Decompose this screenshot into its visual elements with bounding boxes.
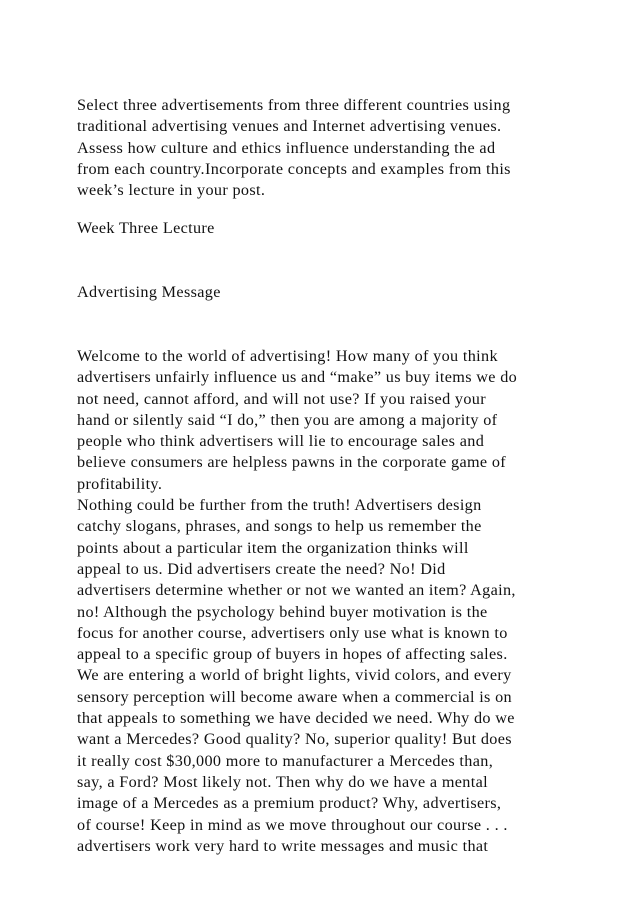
body-line: Welcome to the world of advertising! How many of you think xyxy=(77,347,498,365)
section-heading-block xyxy=(77,282,617,303)
body-line: hand or silently said “I do,” then you are among a majority of xyxy=(77,410,498,429)
body-line: Nothing could be further from the truth! Advertisers design xyxy=(77,496,482,515)
body-line: appeal to us. Did advertisers create the need? No! Did xyxy=(77,559,446,578)
body-line: advertisers determine whether or not we wanted an item? Again, xyxy=(77,581,516,600)
body-line: focus for another course, advertisers only use what is known to xyxy=(77,623,508,642)
body-line: it really cost $30,000 more to manufacturer a Mercedes than, xyxy=(77,751,494,770)
body-line: say, a Ford? Most likely not. Then why do we have a mental xyxy=(77,772,488,791)
prompt-line: week’s lecture in your post. xyxy=(77,181,266,200)
body-line: advertisers work very hard to write messages and music that xyxy=(77,836,489,855)
body-line: image of a Mercedes as a premium product? Why, advertisers, xyxy=(77,794,502,813)
lecture-body xyxy=(77,346,617,857)
body-line: of course! Keep in mind as we move throughout our course . . . xyxy=(77,815,508,834)
body-line: no! Although the psychology behind buyer motivation is the xyxy=(77,602,488,621)
body-line: catchy slogans, phrases, and songs to help us remember the xyxy=(77,517,482,536)
prompt-line: Assess how culture and ethics influence understanding the ad xyxy=(77,138,496,157)
body-line: profitability. xyxy=(77,474,163,493)
prompt-line: traditional advertising venues and Internet advertising venues. xyxy=(77,117,502,136)
body-line: believe consumers are helpless pawns in the corporate game of xyxy=(77,453,507,472)
body-line: appeal to a specific group of buyers in hopes of affecting sales. xyxy=(77,645,508,664)
prompt-line: from each country.Incorporate concepts and examples from this xyxy=(77,159,511,178)
body-line: want a Mercedes? Good quality? No, superior quality! But does xyxy=(77,730,512,749)
body-line: sensory perception will become aware when a commercial is on xyxy=(77,687,512,706)
body-line: advertisers unfairly influence us and “make” us buy items we do xyxy=(77,368,518,387)
lecture-title-block xyxy=(77,218,617,239)
body-line: people who think advertisers will lie to encourage sales and xyxy=(77,432,485,451)
section-heading: Advertising Message xyxy=(77,283,221,301)
body-line: that appeals to something we have decided we need. Why do we xyxy=(77,709,515,728)
assignment-prompt xyxy=(77,95,617,201)
body-line: We are entering a world of bright lights, vivid colors, and every xyxy=(77,666,512,685)
lecture-title: Week Three Lecture xyxy=(77,219,215,237)
body-line: not need, cannot afford, and will not use? If you raised your xyxy=(77,389,486,408)
prompt-line: Select three advertisements from three different countries using xyxy=(77,96,511,114)
body-line: points about a particular item the organization thinks will xyxy=(77,538,469,557)
